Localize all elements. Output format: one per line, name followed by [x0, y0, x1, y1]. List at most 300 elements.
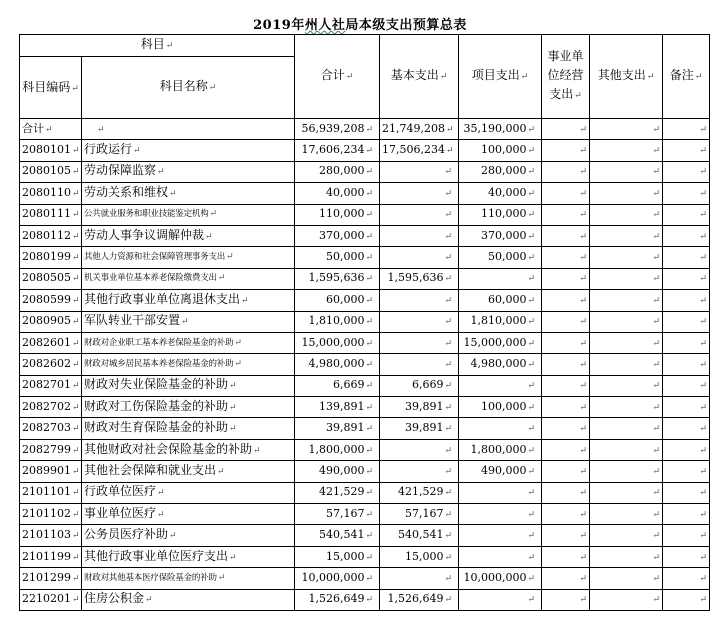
paragraph-mark: ↵ — [699, 595, 707, 606]
paragraph-mark: ↵ — [579, 531, 587, 542]
paragraph-mark: ↵ — [527, 210, 535, 221]
row-basic[interactable] — [380, 311, 459, 332]
row-name[interactable]: 事业单位医疗↵ — [82, 504, 295, 525]
row-unit-operating[interactable] — [542, 568, 590, 589]
row-unit-operating[interactable] — [542, 546, 590, 567]
row-project[interactable]: 50,000↵ — [459, 247, 542, 268]
row-total[interactable]: 50,000↵ — [295, 247, 380, 268]
row-total[interactable]: 17,606,234↵ — [295, 140, 380, 161]
paragraph-mark: ↵ — [72, 573, 80, 584]
row-unit-operating[interactable] — [542, 183, 590, 204]
paragraph-mark: ↵ — [72, 338, 80, 349]
row-project[interactable] — [459, 418, 542, 439]
row-other[interactable] — [590, 332, 663, 353]
paragraph-mark: ↵ — [699, 402, 707, 413]
row-name[interactable]: 住房公积金↵ — [82, 589, 295, 610]
paragraph-mark: ↵ — [169, 188, 177, 199]
row-code[interactable]: 2080112↵ — [20, 225, 82, 246]
paragraph-mark: ↵ — [579, 509, 587, 520]
row-project[interactable]: 370,000↵ — [459, 225, 542, 246]
row-unit-operating[interactable] — [542, 290, 590, 311]
row-basic[interactable] — [380, 461, 459, 482]
paragraph-mark: ↵ — [579, 231, 587, 242]
row-code[interactable]: 2082701↵ — [20, 375, 82, 396]
row-project[interactable]: 4,980,000↵ — [459, 354, 542, 375]
paragraph-mark: ↵ — [72, 274, 80, 285]
row-remark[interactable] — [663, 183, 710, 204]
table-row — [20, 439, 710, 460]
header-subject[interactable]: 科目↵ — [20, 35, 295, 57]
row-other[interactable] — [590, 161, 663, 182]
row-code[interactable]: 2080105↵ — [20, 161, 82, 182]
paragraph-mark: ↵ — [72, 424, 80, 435]
row-remark[interactable] — [663, 268, 710, 289]
paragraph-mark: ↵ — [579, 188, 587, 199]
paragraph-mark: ↵ — [365, 231, 373, 242]
row-total[interactable]: 60,000↵ — [295, 290, 380, 311]
paragraph-mark: ↵ — [444, 573, 452, 584]
paragraph-mark: ↵ — [72, 466, 80, 477]
paragraph-mark: ↵ — [365, 552, 373, 563]
row-name[interactable]: 财政对工伤保险基金的补助↵ — [82, 397, 295, 418]
row-name[interactable]: 公务员医疗补助↵ — [82, 525, 295, 546]
row-code[interactable]: 2082602↵ — [20, 354, 82, 375]
row-name[interactable]: 财政对失业保险基金的补助↵ — [82, 375, 295, 396]
paragraph-mark: ↵ — [365, 424, 373, 435]
row-code[interactable]: 2080101↵ — [20, 140, 82, 161]
paragraph-mark: ↵ — [652, 445, 660, 456]
row-code[interactable]: 2080905↵ — [20, 311, 82, 332]
paragraph-mark: ↵ — [527, 531, 535, 542]
row-basic[interactable]: 6,669↵ — [380, 375, 459, 396]
row-basic[interactable] — [380, 290, 459, 311]
paragraph-mark: ↵ — [652, 573, 660, 584]
row-remark[interactable] — [663, 482, 710, 503]
table-row — [20, 311, 710, 332]
row-total[interactable]: 1,810,000↵ — [295, 311, 380, 332]
paragraph-mark: ↵ — [229, 402, 237, 413]
row-remark[interactable] — [663, 332, 710, 353]
row-code[interactable]: 2082799↵ — [20, 439, 82, 460]
table-row — [20, 375, 710, 396]
table-row — [20, 461, 710, 482]
row-basic[interactable]: 1,526,649↵ — [380, 589, 459, 610]
table-row — [20, 290, 710, 311]
row-total[interactable]: 15,000,000↵ — [295, 332, 380, 353]
paragraph-mark: ↵ — [444, 210, 452, 221]
header-name[interactable]: 科目名称↵ — [82, 57, 295, 119]
row-remark[interactable] — [663, 525, 710, 546]
row-name[interactable]: 机关事业单位基本养老保险缴费支出↵ — [82, 268, 295, 289]
row-other[interactable] — [590, 225, 663, 246]
row-other[interactable] — [590, 311, 663, 332]
row-project[interactable] — [459, 482, 542, 503]
row-unit-operating[interactable] — [542, 397, 590, 418]
paragraph-mark: ↵ — [169, 531, 177, 542]
row-name[interactable]: 军队转业干部安置↵ — [82, 311, 295, 332]
paragraph-mark: ↵ — [365, 188, 373, 199]
row-project[interactable]: 1,800,000↵ — [459, 439, 542, 460]
row-project[interactable] — [459, 525, 542, 546]
row-total[interactable]: 39,891↵ — [295, 418, 380, 439]
paragraph-mark: ↵ — [229, 552, 237, 563]
table-row — [20, 397, 710, 418]
row-other[interactable] — [590, 546, 663, 567]
row-unit-operating[interactable] — [542, 504, 590, 525]
header-project[interactable]: 项目支出↵ — [459, 35, 542, 119]
row-total[interactable]: 370,000↵ — [295, 225, 380, 246]
row-basic[interactable] — [380, 354, 459, 375]
paragraph-mark: ↵ — [234, 358, 242, 369]
row-basic[interactable] — [380, 439, 459, 460]
paragraph-mark: ↵ — [157, 509, 165, 520]
paragraph-mark: ↵ — [699, 552, 707, 563]
row-code[interactable]: 2101299↵ — [20, 568, 82, 589]
paragraph-mark: ↵ — [652, 466, 660, 477]
row-unit-operating[interactable] — [542, 375, 590, 396]
row-basic[interactable]: 540,541↵ — [380, 525, 459, 546]
paragraph-mark: ↵ — [241, 295, 249, 306]
paragraph-mark: ↵ — [444, 231, 452, 242]
row-unit-operating[interactable] — [542, 482, 590, 503]
row-code[interactable]: 2082703↵ — [20, 418, 82, 439]
table-row — [20, 482, 710, 503]
row-other[interactable] — [590, 461, 663, 482]
row-name[interactable]: 财政对城乡居民基本养老保险基金的补助↵ — [82, 354, 295, 375]
paragraph-mark: ↵ — [652, 274, 660, 285]
row-code[interactable]: 2210201↵ — [20, 589, 82, 610]
paragraph-mark: ↵ — [72, 253, 80, 264]
paragraph-mark: ↵ — [365, 488, 373, 499]
paragraph-mark: ↵ — [652, 424, 660, 435]
row-other[interactable] — [590, 418, 663, 439]
row-code[interactable]: 2080199↵ — [20, 247, 82, 268]
paragraph-mark: ↵ — [579, 274, 587, 285]
paragraph-mark: ↵ — [699, 359, 707, 370]
row-unit-operating[interactable] — [542, 268, 590, 289]
header-code[interactable]: 科目编码↵ — [20, 57, 82, 119]
row-total[interactable]: 6,669↵ — [295, 375, 380, 396]
paragraph-mark: ↵ — [699, 445, 707, 456]
row-name[interactable]: 其他行政事业单位医疗支出↵ — [82, 546, 295, 567]
paragraph-mark: ↵ — [72, 595, 80, 606]
row-basic[interactable] — [380, 332, 459, 353]
row-total[interactable]: 40,000↵ — [295, 183, 380, 204]
row-project[interactable]: 100,000↵ — [459, 397, 542, 418]
total-unit-operating[interactable]: ↵ — [542, 119, 590, 140]
row-other[interactable] — [590, 525, 663, 546]
row-other[interactable] — [590, 482, 663, 503]
row-other[interactable] — [590, 247, 663, 268]
paragraph-mark: ↵ — [365, 573, 373, 584]
paragraph-mark: ↵ — [527, 424, 535, 435]
row-name[interactable]: 行政运行↵ — [82, 140, 295, 161]
row-name[interactable]: 其他行政事业单位离退休支出↵ — [82, 290, 295, 311]
row-code[interactable]: 2101199↵ — [20, 546, 82, 567]
row-basic[interactable] — [380, 225, 459, 246]
paragraph-mark: ↵ — [699, 274, 707, 285]
row-other[interactable] — [590, 439, 663, 460]
row-project[interactable] — [459, 268, 542, 289]
row-unit-operating[interactable] — [542, 461, 590, 482]
row-project[interactable]: 110,000↵ — [459, 204, 542, 225]
row-project[interactable] — [459, 504, 542, 525]
paragraph-mark: ↵ — [579, 210, 587, 221]
paragraph-mark: ↵ — [579, 595, 587, 606]
row-project[interactable]: 100,000↵ — [459, 140, 542, 161]
header-unit-operating[interactable]: 事业单位经营支出↵ — [542, 35, 590, 119]
header-other[interactable]: 其他支出↵ — [590, 35, 663, 119]
row-name[interactable]: 公共就业服务和职业技能鉴定机构↵ — [82, 204, 295, 225]
table-row — [20, 546, 710, 567]
paragraph-mark: ↵ — [699, 167, 707, 178]
header-remark[interactable]: 备注↵ — [663, 35, 710, 119]
row-project[interactable] — [459, 375, 542, 396]
paragraph-mark: ↵ — [527, 381, 535, 392]
row-other[interactable] — [590, 290, 663, 311]
row-code[interactable]: 2101103↵ — [20, 525, 82, 546]
row-basic[interactable] — [380, 183, 459, 204]
row-unit-operating[interactable] — [542, 225, 590, 246]
row-remark[interactable] — [663, 140, 710, 161]
row-total[interactable]: 1,526,649↵ — [295, 589, 380, 610]
row-name[interactable]: 财政对其他基本医疗保险基金的补助↵ — [82, 568, 295, 589]
row-remark[interactable] — [663, 375, 710, 396]
row-other[interactable] — [590, 204, 663, 225]
row-project[interactable] — [459, 589, 542, 610]
table-row — [20, 247, 710, 268]
row-project[interactable]: 40,000↵ — [459, 183, 542, 204]
paragraph-mark: ↵ — [527, 359, 535, 370]
paragraph-mark: ↵ — [72, 231, 80, 242]
row-remark[interactable] — [663, 589, 710, 610]
row-name[interactable]: 劳动人事争议调解仲裁↵ — [82, 225, 295, 246]
row-project[interactable]: 280,000↵ — [459, 161, 542, 182]
row-unit-operating[interactable] — [542, 354, 590, 375]
paragraph-mark: ↵ — [72, 488, 80, 499]
table-row — [20, 418, 710, 439]
row-remark[interactable] — [663, 439, 710, 460]
row-unit-operating[interactable] — [542, 311, 590, 332]
paragraph-mark: ↵ — [699, 531, 707, 542]
paragraph-mark: ↵ — [365, 381, 373, 392]
table-row — [20, 568, 710, 589]
row-code[interactable]: 2080110↵ — [20, 183, 82, 204]
row-other[interactable] — [590, 589, 663, 610]
row-total[interactable]: 15,000↵ — [295, 546, 380, 567]
paragraph-mark: ↵ — [699, 295, 707, 306]
row-unit-operating[interactable] — [542, 140, 590, 161]
paragraph-mark: ↵ — [699, 424, 707, 435]
row-unit-operating[interactable] — [542, 332, 590, 353]
row-remark[interactable] — [663, 354, 710, 375]
row-project[interactable]: 15,000,000↵ — [459, 332, 542, 353]
row-remark[interactable] — [663, 504, 710, 525]
row-other[interactable] — [590, 354, 663, 375]
row-total[interactable]: 139,891↵ — [295, 397, 380, 418]
total-label[interactable]: 合计↵ — [20, 119, 82, 140]
paragraph-mark: ↵ — [445, 146, 454, 157]
row-unit-operating[interactable] — [542, 418, 590, 439]
total-other[interactable]: ↵ — [590, 119, 663, 140]
table-row — [20, 504, 710, 525]
row-unit-operating[interactable] — [542, 439, 590, 460]
total-project[interactable]: 35,190,000↵ — [459, 119, 542, 140]
row-remark[interactable] — [663, 225, 710, 246]
row-other[interactable] — [590, 268, 663, 289]
paragraph-mark: ↵ — [527, 445, 535, 456]
row-total[interactable]: 490,000↵ — [295, 461, 380, 482]
row-name[interactable]: 财政对生育保险基金的补助↵ — [82, 418, 295, 439]
row-name[interactable]: 劳动关系和维权↵ — [82, 183, 295, 204]
paragraph-mark: ↵ — [217, 572, 226, 583]
paragraph-mark: ↵ — [699, 188, 707, 199]
row-project[interactable]: 490,000↵ — [459, 461, 542, 482]
paragraph-mark: ↵ — [527, 188, 535, 199]
paragraph-mark: ↵ — [699, 488, 707, 499]
row-project[interactable]: 1,810,000↵ — [459, 311, 542, 332]
table-row — [20, 183, 710, 204]
row-code[interactable]: 2082601↵ — [20, 332, 82, 353]
row-basic[interactable]: 57,167↵ — [380, 504, 459, 525]
paragraph-mark: ↵ — [72, 188, 80, 199]
row-basic[interactable]: 39,891↵ — [380, 418, 459, 439]
row-total[interactable]: 10,000,000↵ — [295, 568, 380, 589]
paragraph-mark: ↵ — [527, 274, 535, 285]
total-name-cell[interactable]: ↵ — [82, 119, 295, 140]
row-name[interactable]: 财政对企业职工基本养老保险基金的补助↵ — [82, 332, 295, 353]
row-remark[interactable] — [663, 397, 710, 418]
paragraph-mark: ↵ — [579, 488, 587, 499]
paragraph-mark: ↵ — [527, 167, 535, 178]
row-basic[interactable]: 421,529↵ — [380, 482, 459, 503]
table-row — [20, 589, 710, 610]
row-remark[interactable] — [663, 461, 710, 482]
row-name[interactable]: 其他财政对社会保险基金的补助↵ — [82, 439, 295, 460]
row-name[interactable]: 其他社会保障和就业支出↵ — [82, 461, 295, 482]
row-basic[interactable] — [380, 204, 459, 225]
paragraph-mark: ↵ — [365, 295, 373, 306]
paragraph-mark: ↵ — [209, 209, 217, 220]
row-unit-operating[interactable] — [542, 204, 590, 225]
header-basic[interactable]: 基本支出↵ — [380, 35, 459, 119]
row-project[interactable]: 60,000↵ — [459, 290, 542, 311]
row-total[interactable]: 1,800,000↵ — [295, 439, 380, 460]
row-code[interactable]: 2089901↵ — [20, 461, 82, 482]
row-other[interactable] — [590, 183, 663, 204]
table-row — [20, 525, 710, 546]
row-basic[interactable]: 1,595,636↵ — [380, 268, 459, 289]
row-other[interactable] — [590, 375, 663, 396]
paragraph-mark: ↵ — [444, 595, 452, 606]
paragraph-mark: ↵ — [527, 338, 535, 349]
row-remark[interactable] — [663, 204, 710, 225]
row-basic[interactable] — [380, 247, 459, 268]
row-remark[interactable] — [663, 568, 710, 589]
row-remark[interactable] — [663, 418, 710, 439]
row-unit-operating[interactable] — [542, 589, 590, 610]
row-code[interactable]: 2080111↵ — [20, 204, 82, 225]
paragraph-mark: ↵ — [699, 466, 707, 477]
paragraph-mark: ↵ — [444, 188, 452, 199]
row-remark[interactable] — [663, 311, 710, 332]
row-other[interactable] — [590, 397, 663, 418]
spellcheck-underline: 州人社 — [304, 18, 346, 33]
paragraph-mark: ↵ — [652, 509, 660, 520]
row-project[interactable]: 10,000,000↵ — [459, 568, 542, 589]
row-name[interactable]: 行政单位医疗↵ — [82, 482, 295, 503]
row-basic[interactable]: 17,506,234↵ — [380, 140, 459, 161]
paragraph-mark: ↵ — [699, 231, 707, 242]
total-remark[interactable]: ↵ — [663, 119, 710, 140]
paragraph-mark: ↵ — [579, 167, 587, 178]
paragraph-mark: ↵ — [444, 295, 452, 306]
paragraph-mark: ↵ — [444, 488, 452, 499]
row-other[interactable] — [590, 140, 663, 161]
paragraph-mark: ↵ — [699, 317, 707, 328]
paragraph-mark: ↵ — [181, 317, 189, 328]
row-basic[interactable]: 15,000↵ — [380, 546, 459, 567]
row-total[interactable]: 1,595,636↵ — [295, 268, 380, 289]
row-code[interactable]: 2082702↵ — [20, 397, 82, 418]
row-basic[interactable]: 39,891↵ — [380, 397, 459, 418]
row-remark[interactable] — [663, 247, 710, 268]
paragraph-mark: ↵ — [72, 552, 80, 563]
row-unit-operating[interactable] — [542, 161, 590, 182]
row-basic[interactable] — [380, 161, 459, 182]
row-project[interactable] — [459, 546, 542, 567]
row-unit-operating[interactable] — [542, 525, 590, 546]
row-total[interactable]: 540,541↵ — [295, 525, 380, 546]
row-total[interactable]: 421,529↵ — [295, 482, 380, 503]
row-total[interactable]: 4,980,000↵ — [295, 354, 380, 375]
paragraph-mark: ↵ — [579, 466, 587, 477]
paragraph-mark: ↵ — [652, 359, 660, 370]
row-name[interactable]: 劳动保障监察↵ — [82, 161, 295, 182]
row-code[interactable]: 2101102↵ — [20, 504, 82, 525]
row-unit-operating[interactable] — [542, 247, 590, 268]
row-total[interactable]: 110,000↵ — [295, 204, 380, 225]
row-other[interactable] — [590, 504, 663, 525]
paragraph-mark: ↵ — [444, 253, 452, 264]
paragraph-mark: ↵ — [579, 253, 587, 264]
table-row — [20, 268, 710, 289]
paragraph-mark: ↵ — [145, 595, 153, 606]
row-other[interactable] — [590, 568, 663, 589]
paragraph-mark: ↵ — [444, 381, 452, 392]
paragraph-mark: ↵ — [652, 295, 660, 306]
row-remark[interactable] — [663, 161, 710, 182]
paragraph-mark: ↵ — [652, 488, 660, 499]
row-total[interactable]: 280,000↵ — [295, 161, 380, 182]
total-basic[interactable]: 21,749,208↵ — [380, 119, 459, 140]
paragraph-mark: ↵ — [444, 445, 452, 456]
row-code[interactable]: 2101101↵ — [20, 482, 82, 503]
paragraph-mark: ↵ — [579, 381, 587, 392]
paragraph-mark: ↵ — [527, 488, 535, 499]
header-total[interactable]: 合计↵ — [295, 35, 380, 119]
row-code[interactable]: 2080505↵ — [20, 268, 82, 289]
row-total[interactable]: 57,167↵ — [295, 504, 380, 525]
paragraph-mark: ↵ — [72, 317, 80, 328]
row-basic[interactable] — [380, 568, 459, 589]
row-remark[interactable] — [663, 290, 710, 311]
row-code[interactable]: 2080599↵ — [20, 290, 82, 311]
row-name[interactable]: 其他人力资源和社会保障管理事务支出↵ — [82, 247, 295, 268]
row-remark[interactable] — [663, 546, 710, 567]
total-total[interactable]: 56,939,208↵ — [295, 119, 380, 140]
paragraph-mark: ↵ — [365, 509, 373, 520]
